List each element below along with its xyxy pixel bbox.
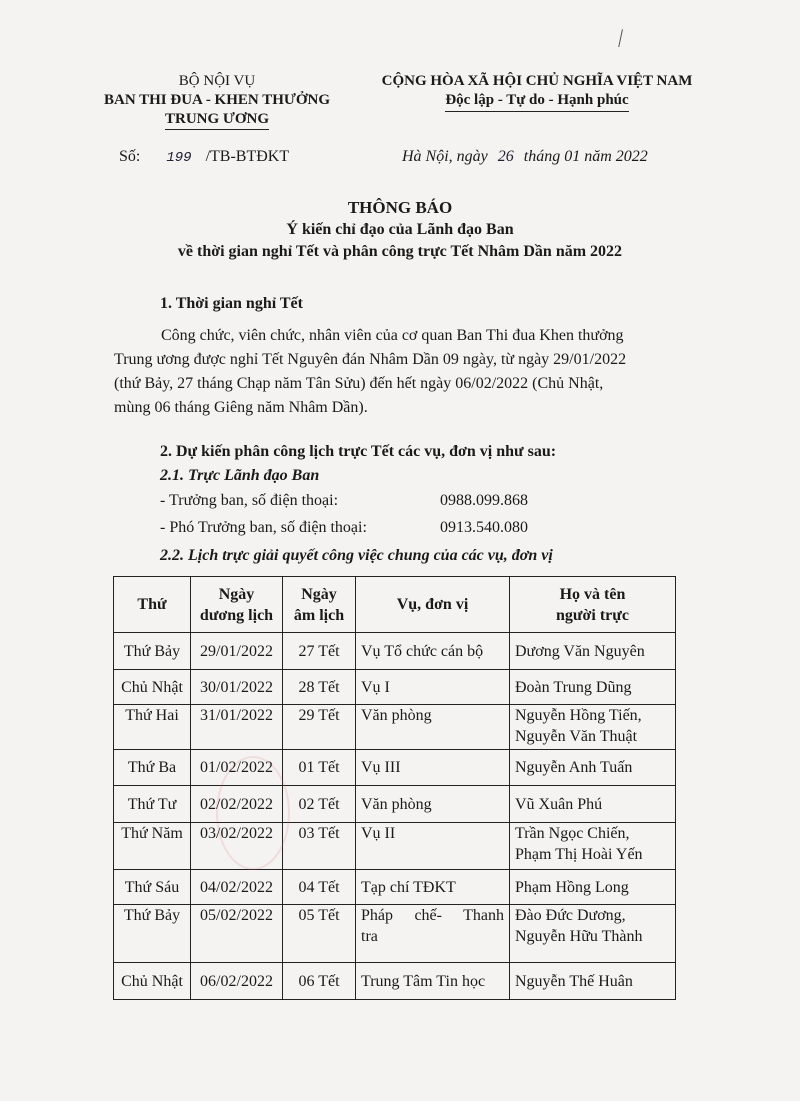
cell-thu: Thứ Hai: [114, 705, 191, 750]
cell-ho-ten: Nguyễn Anh Tuấn: [510, 750, 676, 786]
cell-ho-ten: [510, 705, 676, 750]
col-header-ho-ten: [510, 577, 676, 633]
col-header-don-vi: Vụ, đơn vị: [356, 577, 510, 633]
cell-thu: Thứ Tư: [114, 786, 191, 823]
table-row: [114, 823, 676, 870]
cell-duong-lich: 02/02/2022: [191, 786, 283, 823]
cell-thu: Thứ Năm: [114, 823, 191, 870]
table-row: [114, 670, 676, 705]
unit-line: Pháp chế- Thanh: [361, 907, 504, 924]
date-prefix: Hà Nội, ngày: [402, 148, 488, 165]
cell-ho-ten: Đoàn Trung Dũng: [510, 670, 676, 705]
table-row: [114, 963, 676, 1000]
cell-am-lich: 05 Tết: [283, 905, 356, 963]
cell-am-lich: 27 Tết: [283, 633, 356, 670]
name-line: Đào Đức Dương,: [515, 907, 626, 924]
cell-ho-ten: Phạm Hồng Long: [510, 870, 676, 905]
col-header-duong-lich-line1: Ngày: [218, 585, 255, 603]
section2-1-heading: 2.1. Trực Lãnh đạo Ban: [160, 467, 320, 484]
cell-don-vi: Văn phòng: [356, 786, 510, 823]
table-row: [114, 870, 676, 905]
section1-heading: 1. Thời gian nghỉ Tết: [160, 295, 303, 312]
cell-am-lich: 28 Tết: [283, 670, 356, 705]
agency-name-line2: TRUNG ƯƠNG: [165, 110, 269, 130]
cell-ho-ten: Vũ Xuân Phú: [510, 786, 676, 823]
cell-ho-ten: [510, 905, 676, 963]
date-suffix: tháng 01 năm 2022: [523, 148, 648, 165]
leader-phone: 0913.540.080: [440, 519, 528, 536]
section1-paragraph: [114, 324, 704, 420]
cell-duong-lich: 04/02/2022: [191, 870, 283, 905]
col-header-am-lich: [283, 577, 356, 633]
leader-label: - Trưởng ban, số điện thoại:: [160, 492, 339, 509]
para-line: Trung ương được nghỉ Tết Nguyên đán Nhâm Dần 09 ngày, từ ngày 29/01/2022: [114, 351, 627, 368]
issue-date: [402, 148, 648, 166]
number-handwritten: 199: [166, 150, 192, 166]
name-line: Nguyễn Hồng Tiến,: [515, 707, 642, 724]
cell-don-vi: Vụ I: [356, 670, 510, 705]
pen-mark: [618, 29, 631, 48]
leader-phone: 0988.099.868: [440, 492, 528, 509]
col-header-duong-lich: [191, 577, 283, 633]
faint-stamp-mark: [216, 756, 290, 870]
issuing-agency-block: [92, 72, 342, 130]
document-number: [119, 148, 289, 166]
cell-am-lich: 04 Tết: [283, 870, 356, 905]
leader-line-2: [160, 519, 367, 537]
name-line: Trần Ngọc Chiến,: [515, 825, 630, 842]
section2-heading: 2. Dự kiến phân công lịch trực Tết các vụ, đơn vị như sau:: [160, 443, 557, 460]
cell-don-vi: Trung Tâm Tin học: [356, 963, 510, 1000]
nation-name: CỘNG HÒA XÃ HỘI CHỦ NGHĨA VIỆT NAM: [381, 73, 693, 89]
cell-ho-ten: Nguyễn Thế Huân: [510, 963, 676, 1000]
title-line2: về thời gian nghỉ Tết và phân công trực Tết Nhâm Dần năm 2022: [177, 243, 623, 260]
cell-am-lich: 01 Tết: [283, 750, 356, 786]
leader-label: - Phó Trưởng ban, số điện thoại:: [160, 519, 367, 536]
cell-duong-lich: 03/02/2022: [191, 823, 283, 870]
document-title: THÔNG BÁO: [347, 198, 453, 217]
national-motto: Độc lập - Tự do - Hạnh phúc: [445, 91, 628, 112]
cell-thu: Thứ Bảy: [114, 905, 191, 963]
cell-don-vi: Vụ III: [356, 750, 510, 786]
unit-line: tra: [361, 928, 378, 945]
cell-thu: Thứ Sáu: [114, 870, 191, 905]
cell-am-lich: 06 Tết: [283, 963, 356, 1000]
cell-thu: Chủ Nhật: [114, 670, 191, 705]
cell-duong-lich: 29/01/2022: [191, 633, 283, 670]
para-line: Công chức, viên chức, nhân viên của cơ quan Ban Thi đua Khen thưởng: [161, 327, 624, 344]
cell-duong-lich: 06/02/2022: [191, 963, 283, 1000]
col-header-thu: Thứ: [114, 577, 191, 633]
cell-don-vi: Tạp chí TĐKT: [356, 870, 510, 905]
table-row: [114, 786, 676, 823]
cell-am-lich: 02 Tết: [283, 786, 356, 823]
cell-don-vi: Vụ II: [356, 823, 510, 870]
col-header-ho-ten-line2: người trực: [556, 606, 629, 624]
cell-duong-lich: 05/02/2022: [191, 905, 283, 963]
table-row: [114, 633, 676, 670]
col-header-duong-lich-line2: dương lịch: [199, 606, 274, 624]
cell-thu: Chủ Nhật: [114, 963, 191, 1000]
duty-schedule-table: [113, 576, 676, 1000]
para-line: (thứ Bảy, 27 tháng Chạp năm Tân Sửu) đến hết ngày 06/02/2022 (Chủ Nhật,: [114, 375, 604, 392]
cell-don-vi: Vụ Tổ chức cán bộ: [356, 633, 510, 670]
name-line: Nguyễn Văn Thuật: [515, 728, 638, 745]
table-row: [114, 905, 676, 963]
cell-ho-ten: [510, 823, 676, 870]
date-handwritten: 26: [497, 148, 514, 165]
section2-2-heading: 2.2. Lịch trực giải quyết công việc chung của các vụ, đơn vị: [160, 547, 553, 564]
cell-thu: Thứ Bảy: [114, 633, 191, 670]
cell-am-lich: 29 Tết: [283, 705, 356, 750]
number-suffix: /TB-BTĐKT: [205, 148, 290, 165]
cell-duong-lich: 30/01/2022: [191, 670, 283, 705]
national-title-block: [362, 72, 712, 112]
cell-don-vi: [356, 905, 510, 963]
table-header-row: [114, 577, 676, 633]
para-line: mùng 06 tháng Giêng năm Nhâm Dần).: [114, 399, 368, 416]
cell-ho-ten: Dương Văn Nguyên: [510, 633, 676, 670]
cell-don-vi: Văn phòng: [356, 705, 510, 750]
table-row: [114, 705, 676, 750]
cell-thu: Thứ Ba: [114, 750, 191, 786]
col-header-ho-ten-line1: Họ và tên: [559, 585, 626, 603]
col-header-am-lich-line1: Ngày: [301, 585, 337, 603]
leader-line-1: [160, 492, 338, 510]
agency-name-line1: BAN THI ĐUA - KHEN THƯỞNG: [103, 92, 330, 108]
table-row: [114, 750, 676, 786]
name-line: Nguyễn Hữu Thành: [515, 928, 643, 945]
cell-duong-lich: 31/01/2022: [191, 705, 283, 750]
title-line1: Ý kiến chỉ đạo của Lãnh đạo Ban: [286, 221, 514, 238]
cell-am-lich: 03 Tết: [283, 823, 356, 870]
number-label: Số:: [119, 148, 141, 165]
ministry-name: BỘ NỘI VỤ: [178, 73, 256, 89]
col-header-am-lich-line2: âm lịch: [293, 606, 345, 624]
name-line: Phạm Thị Hoài Yến: [515, 846, 643, 863]
cell-duong-lich: 01/02/2022: [191, 750, 283, 786]
